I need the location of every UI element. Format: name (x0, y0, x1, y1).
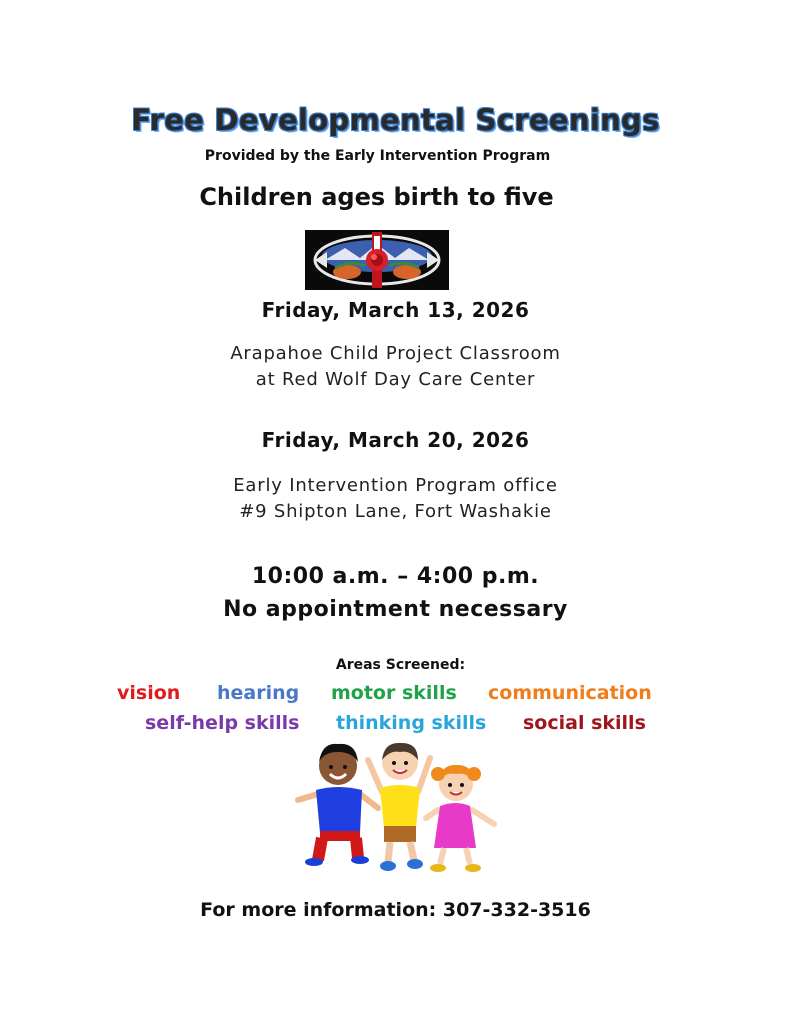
area-motor-skills: motor skills (331, 682, 457, 704)
event-1-location (0, 341, 791, 393)
event-2-location-line1: Early Intervention Program office (233, 475, 558, 496)
area-thinking-skills: thinking skills (336, 712, 487, 734)
flyer-subtitle: Provided by the Early Intervention Program (204, 148, 551, 164)
contact-info: For more information: 307-332-3516 (200, 899, 591, 921)
flyer-title: Free Developmental Screenings (131, 103, 660, 137)
event-2-location (0, 473, 791, 525)
areas-screened-heading: Areas Screened: (335, 657, 466, 673)
event-1-location-line1: Arapahoe Child Project Classroom (230, 343, 561, 364)
event-2-location-line2: #9 Shipton Lane, Fort Washakie (239, 501, 552, 522)
area-self-help-skills: self-help skills (145, 712, 300, 734)
event-1-date: Friday, March 13, 2026 (261, 298, 530, 322)
area-social-skills: social skills (523, 712, 646, 734)
event-2-date: Friday, March 20, 2026 (261, 428, 530, 452)
area-hearing: hearing (217, 682, 300, 704)
area-vision: vision (117, 682, 181, 704)
ages-heading: Children ages birth to five (199, 183, 554, 211)
child-pink-dress-icon (426, 765, 494, 872)
area-communication: communication (488, 682, 652, 704)
event-1-location-line2: at Red Wolf Day Care Center (255, 369, 536, 390)
hours-block (0, 560, 791, 626)
three-children-cartoon-icon (290, 738, 505, 883)
appointment-note: No appointment necessary (223, 597, 568, 622)
tribal-rose-emblem-icon (305, 230, 449, 290)
hours-text: 10:00 a.m. – 4:00 p.m. (251, 564, 540, 589)
